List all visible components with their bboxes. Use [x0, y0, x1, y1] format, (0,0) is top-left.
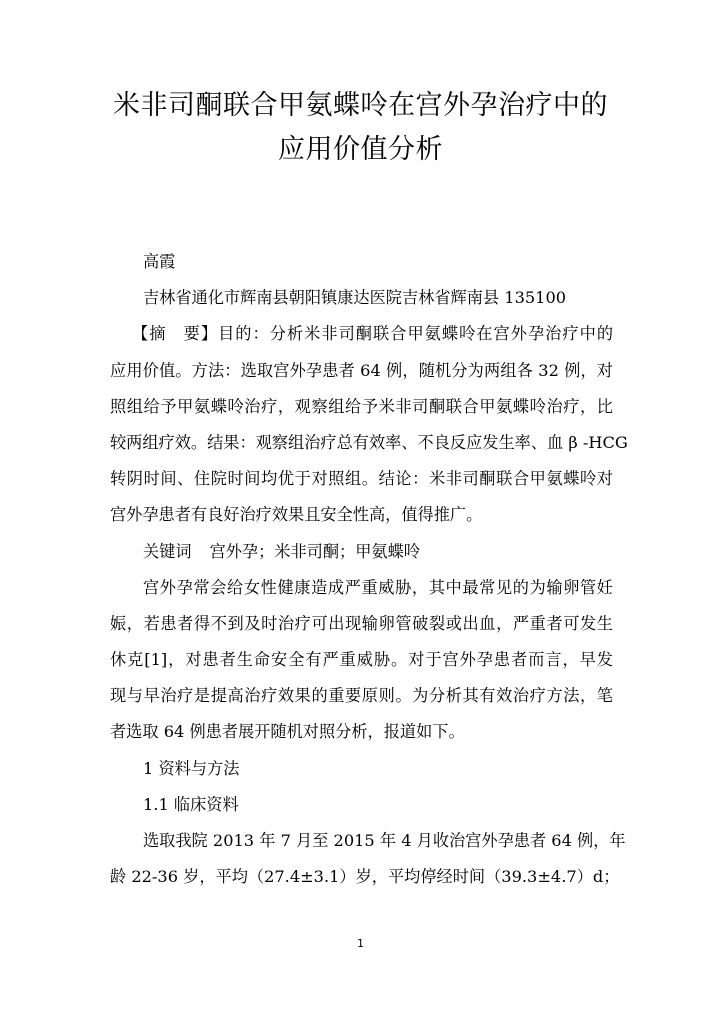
clinical-data-paragraph [110, 823, 626, 895]
intro-line-2: 娠，若患者得不到及时治疗可出现输卵管破裂或出血，严重者可发生 [110, 613, 613, 633]
section-heading-1: 1 资料与方法 [143, 758, 240, 778]
author-name: 高霞 [143, 252, 176, 271]
author-affiliation: 吉林省通化市辉南县朝阳镇康达医院吉林省辉南县 135100 [143, 288, 567, 308]
keywords-value: 宫外孕；米非司酮；甲氨蝶呤 [209, 541, 420, 561]
document-body [110, 244, 628, 895]
abstract [110, 316, 628, 533]
keywords-label: 关键词 [143, 541, 192, 561]
intro-line-5: 者选取 64 例患者展开随机对照分析，报道如下。 [110, 722, 465, 742]
abstract-label: 【摘 要】 [132, 324, 219, 344]
clinical-line-1: 选取我院 2013 年 7 月至 2015 年 4 月收治宫外孕患者 64 例，年 [143, 831, 626, 850]
clinical-line-2: 龄 22-36 岁，平均（27.4±3.1）岁，平均停经时间（39.3±4.7）d； [110, 867, 620, 887]
intro-line-4: 现与早治疗是提高治疗效果的重要原则。为分析其有效治疗方法，笔 [110, 686, 613, 706]
abstract-line-1 [110, 316, 613, 352]
title-line-2: 应用价值分析 [278, 134, 443, 165]
document-title [60, 84, 661, 172]
keywords [110, 534, 613, 570]
intro-line-1: 宫外孕常会给女性健康造成严重威胁，其中最常见的为输卵管妊 [143, 577, 613, 597]
intro-paragraph [110, 570, 613, 751]
intro-line-3: 休克[1]，对患者生命安全有严重威胁。对于宫外孕患者而言，早发 [110, 650, 613, 670]
subsection-heading-1-1: 1.1 临床资料 [143, 794, 239, 814]
abstract-line-2: 应用价值。方法：选取宫外孕患者 64 例，随机分为两组各 32 例，对 [110, 360, 613, 380]
abstract-line-3: 照组给予甲氨蝶呤治疗，观察组给予米非司酮联合甲氨蝶呤治疗，比 [110, 396, 613, 416]
page-number: 1 [357, 937, 364, 950]
abstract-line-5: 转阴时间、住院时间均优于对照组。结论：米非司酮联合甲氨蝶呤对 [110, 469, 613, 489]
abstract-line-6: 宫外孕患者有良好治疗效果且安全性高，值得推广。 [110, 505, 483, 525]
title-line-1: 米非司酮联合甲氨蝶呤在宫外孕治疗中的 [113, 90, 608, 121]
abstract-text-1: 目的：分析米非司酮联合甲氨蝶呤在宫外孕治疗中的 [218, 324, 613, 344]
abstract-line-4: 较两组疗效。结果：观察组治疗总有效率、不良反应发生率、血 β -HCG [110, 432, 628, 452]
